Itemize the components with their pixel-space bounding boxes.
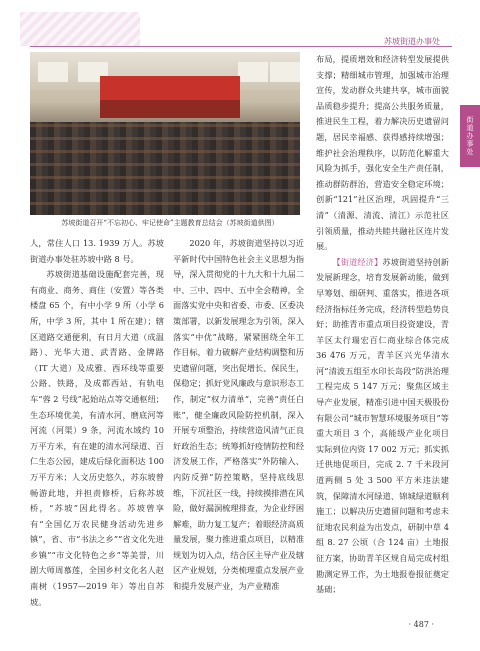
paragraph-economy	[316, 255, 449, 598]
photo-banner	[100, 76, 240, 100]
economy-heading: 【街道经济】	[332, 256, 383, 267]
paragraph: 2020 年，苏坡街道坚持以习近平新时代中国特色社会主义思想为指导，深入贯彻党的十九大和十九届二中、三中、四中、五中全会精神，全面落实党中央和省委、市委、区委决策部署，以新发展理念为引领，深入落实“中优”战略，紧紧围绕全年工作目标，着力破解产业结构调整和历史遗留问题，突出促增长、保民生，保稳定；抓好党风廉政与意识形态工作，制定“权力清单”，完善“责任白账”，健全廉政风险防控机制，深入开展专项整治，持续营造风清气正良好政治生态；统筹抓好疫情防控和经济发展工作，严格落实“外防输入、内防反弹”防控策略，坚持底线思维，下沉社区一线，持续摸排潜在风险，做好漏洞梳理排查，为企业纾困解难，助力复工复产；着眼经济高质量发展，聚力推进重点项目，以精准规划为切入点，结合区主导产业及辖区产业规划，分类梳理重点发展产业和提升发展产业，为产业精准	[173, 238, 305, 592]
page-header	[0, 0, 480, 52]
text-column-1	[30, 236, 164, 610]
meeting-photo	[30, 52, 300, 215]
text-column-2	[173, 236, 304, 595]
photo-lights	[38, 62, 68, 82]
photo-rows	[30, 122, 300, 215]
economy-text: 苏坡街道坚持创新发展新理念，培育发展新动能，做到早筹划、细研判、重落实，推进各项经济指标任务完成，经济转型趋势良好；助推青市重点项目投资建设，青羊区太行瑞宏百仁商业综合体完成 36 476 万元，青羊区兴光华清水河“清波五组至水印长岛段”防洪治理工程完成 5 147 万元；聚焦区域主导产业发展，精准引进中国天极股份有限公司“城市智慧环境服务项目”等重大项目 3 个，高能级产业化项目实际到位内资 17 002 万元；抓实抓迁供地促项目，完成 2. 7 千米段河道两侧 5 处 3 500 平方米违法建筑，保障清水河绿道、锦城绿道顺利施工；以解决历史遗留问题和考虑未征地农民利益为出发点，研制中草 4 组 8. 27 公顷（合 124 亩）土地报征方案，协助青羊区规自局完成村组勘测定界工作，为土地报卷报征奠定基础；	[316, 256, 449, 595]
paragraph: 布局，提质增效和经济转型发展提供支撑；精细城市管理，加强城市治理宣传，发动群众共建共享，城市面貌品质稳步提升；提高公共服务质量，推进民生工程，着力解决历史遗留问题，居民幸福感、获得感持续增强；维护社会治理秩序，以防范化解重大风险为抓手，强化安全生产责任制，推动群防群治，营造安全稳定环境；创新“121”社区治理，巩固提升“三清”（清源、清流、清江）示范社区引领质量，推动共睦共融社区连片发展。	[316, 54, 449, 252]
photo-caption: 苏坡街道召开“不忘初心、牢记使命”主题教育总结会（苏坡街道供图）	[61, 219, 279, 227]
side-tab: 街道办事处	[460, 105, 480, 167]
text-column-3	[316, 52, 449, 598]
paragraph: 人，常住人口 13. 1939 万人。苏坡街道办事处驻苏坡中路 8 号。	[30, 238, 164, 264]
header-decoration	[20, 12, 140, 46]
photo-stage	[100, 100, 240, 118]
page-number: · 487 ·	[408, 620, 434, 629]
paragraph: 苏坡街道基础设施配套完善，现有商业、商务、商住（安置）等各类楼盘 65 个，有中小学 9 所（小学 6 所，中学 3 所，其中 1 所在建）；辖区道路交通便利，有日月大道（成温路）、光华大道、武青路、金牌路（IT 大道）及成雅、西环线等重要公路、铁路，及成都西站、有轨电车“蓉 2 号线”起始站点等交通枢纽；生态环境优美，有清水河、磨底河等河流（河渠）9 条，河流水域约 10 万平方米，有在建的清水河绿道、百仁生态公园，建成后绿化面积达 100 万平方米；人文历史悠久，苏东坡曾畅游此地，并担责修桥，后称苏坡桥，“苏坡”因此得名。苏坡曾享有“全国亿万农民健身活动先进乡镇”，省、市“书法之乡”“省文化先进乡镇”“市文化特色之乡”等美誉，川剧大师周慕莲，全国乡村文化名人赵南树（1957—2019 年）等出自苏坡。	[30, 269, 164, 607]
section-title: 苏坡街道办事处	[384, 37, 440, 46]
header-rule	[30, 46, 452, 47]
